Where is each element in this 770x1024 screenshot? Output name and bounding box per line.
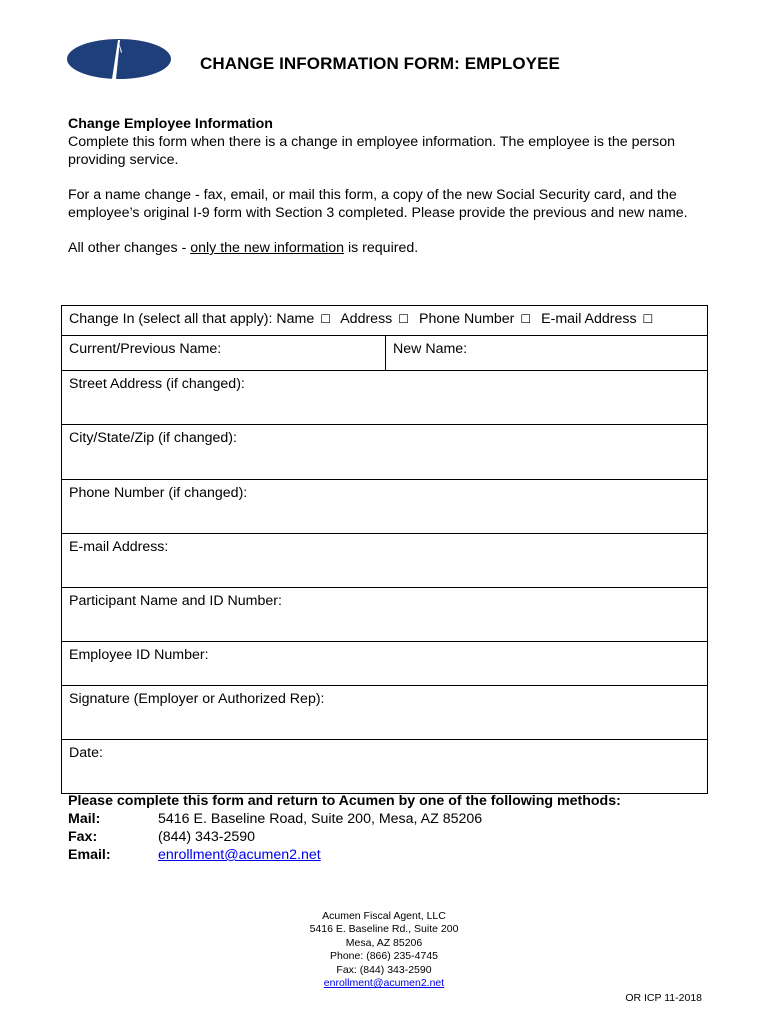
option-email-label: E-mail Address [541,311,637,327]
date-label: Date: [69,745,103,761]
employee-id-field[interactable] [62,642,708,686]
intro-paragraph-1: Complete this form when there is a change in employee information. The employee is the person providing service. [68,134,675,168]
footer-phone: Phone: (866) 235-4745 [330,950,438,963]
option-name-checkbox[interactable]: ☐ [320,312,332,326]
street-address-label: Street Address (if changed): [69,376,245,392]
signature-field[interactable] [62,686,708,740]
mail-value: 5416 E. Baseline Road, Suite 200, Mesa, AZ 85206 [158,811,483,827]
city-state-zip-label: City/State/Zip (if changed): [69,430,237,446]
intro-paragraph-3-prefix: All other changes - [68,240,191,256]
phone-number-field[interactable] [62,480,708,534]
intro-heading: Change Employee Information [68,116,273,132]
intro-paragraph-3 [68,239,718,257]
return-instructions [68,792,708,864]
option-email-checkbox[interactable]: ☐ [642,312,654,326]
footer-email-link[interactable]: enrollment@acumen2.net [323,977,445,990]
email-row [68,846,708,864]
employee-id-label: Employee ID Number: [69,647,209,663]
fax-value: (844) 343-2590 [158,829,256,845]
email-label: Email: [68,847,111,863]
option-phone-checkbox[interactable]: ☐ [520,312,532,326]
change-form-table [61,305,708,794]
intro-paragraph-3-emphasis: only the new information [190,240,345,256]
option-phone-label: Phone Number [418,311,515,327]
mail-label: Mail: [68,811,101,827]
new-name-label: New Name: [393,341,468,357]
date-field[interactable] [62,740,708,794]
fax-row [68,828,708,846]
footer-address-line-2: Mesa, AZ 85206 [345,936,423,949]
form-code: OR ICP 11-2018 [625,992,702,1004]
street-address-field[interactable] [62,371,708,425]
current-name-field[interactable] [62,336,386,371]
mail-row [68,810,708,828]
option-address-checkbox[interactable]: ☐ [398,312,410,326]
current-name-label: Current/Previous Name: [69,341,222,357]
phone-number-label: Phone Number (if changed): [69,485,248,501]
footer-fax: Fax: (844) 343-2590 [336,963,432,976]
page-title: CHANGE INFORMATION FORM: EMPLOYEE [200,54,560,73]
city-state-zip-field[interactable] [62,425,708,480]
footer-address-line-1: 5416 E. Baseline Rd., Suite 200 [309,923,459,936]
footer-address-block [234,910,534,990]
option-address-label: Address [340,311,393,327]
email-address-field[interactable] [62,534,708,588]
intro-section [68,115,718,257]
option-name-label: Name [276,311,315,327]
footer-company: Acumen Fiscal Agent, LLC [322,910,446,922]
change-in-row [62,306,708,336]
email-address-label: E-mail Address: [69,539,169,555]
signature-label: Signature (Employer or Authorized Rep): [69,691,325,707]
participant-name-id-field[interactable] [62,588,708,642]
fax-label: Fax: [68,829,98,845]
new-name-field[interactable] [386,336,708,371]
acumen-logo [66,38,172,80]
return-heading: Please complete this form and return to Acumen by one of the following methods: [68,793,621,809]
email-link[interactable]: enrollment@acumen2.net [158,847,321,863]
participant-name-id-label: Participant Name and ID Number: [69,593,282,609]
intro-paragraph-2: For a name change - fax, email, or mail this form, a copy of the new Social Security card, and the employee’s original I-9 form with Section 3 completed. Please provide the previous and new name. [68,187,688,221]
intro-paragraph-3-suffix: is required. [344,240,419,256]
change-in-label: Change In (select all that apply): [69,311,273,327]
